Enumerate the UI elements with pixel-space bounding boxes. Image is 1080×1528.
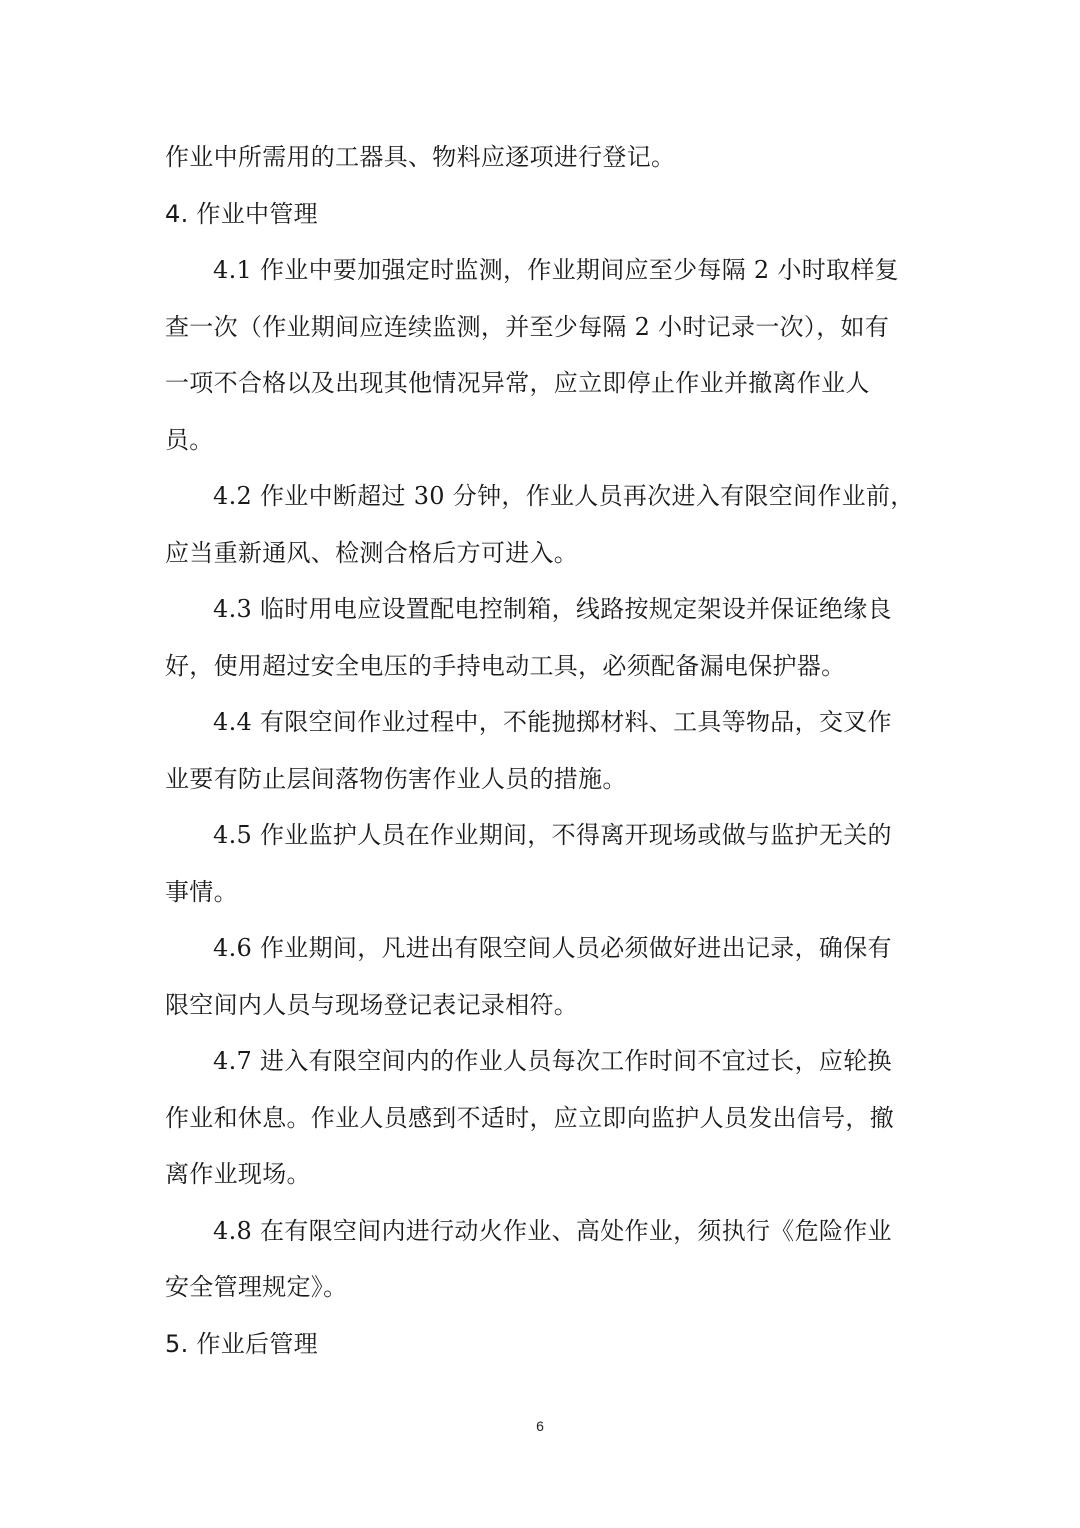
section-heading: 4. 作业中管理 xyxy=(165,199,318,228)
clause-line: 4.5 作业监护人员在作业期间，不得离开现场或做与监护无关的 xyxy=(213,821,892,849)
text-line: 离作业现场。 xyxy=(165,1160,311,1188)
text-line: 作业中所需用的工器具、物料应逐项进行登记。 xyxy=(165,143,676,171)
text-line: 查一次（作业期间应连续监测，并至少每隔 2 小时记录一次），如有 xyxy=(165,312,890,341)
text-line: 应当重新通风、检测合格后方可进入。 xyxy=(165,538,579,567)
section-heading: 5. 作业后管理 xyxy=(165,1329,318,1358)
text-line: 安全管理规定》。 xyxy=(165,1273,348,1301)
text-line: 员。 xyxy=(165,425,214,454)
text-line: 事情。 xyxy=(165,877,238,906)
text-line: 业要有防止层间落物伤害作业人员的措施。 xyxy=(165,764,627,793)
document-body xyxy=(165,129,917,1372)
text-line: 好，使用超过安全电压的手持电动工具，必须配备漏电保护器。 xyxy=(165,651,846,680)
text-line: 作业和休息。作业人员感到不适时，应立即向监护人员发出信号，撤 xyxy=(165,1103,894,1132)
clause-line: 4.6 作业期间，凡进出有限空间人员必须做好进出记录，确保有 xyxy=(213,934,892,962)
clause-line: 4.4 有限空间作业过程中，不能抛掷材料、工具等物品，交叉作 xyxy=(213,708,892,736)
clause-line: 4.2 作业中断超过 30 分钟，作业人员再次进入有限空间作业前， xyxy=(213,482,915,510)
clause-line: 4.1 作业中要加强定时监测，作业期间应至少每隔 2 小时取样复 xyxy=(213,256,899,284)
clause-line: 4.7 进入有限空间内的作业人员每次工作时间不宜过长，应轮换 xyxy=(213,1047,892,1075)
page-number: 6 xyxy=(536,1418,544,1434)
clause-line: 4.3 临时用电应设置配电控制箱，线路按规定架设并保证绝缘良 xyxy=(213,595,892,623)
text-line: 限空间内人员与现场登记表记录相符。 xyxy=(165,990,579,1019)
text-line: 一项不合格以及出现其他情况异常，应立即停止作业并撤离作业人 xyxy=(165,369,870,397)
clause-line: 4.8 在有限空间内进行动火作业、高处作业，须执行《危险作业 xyxy=(213,1216,892,1245)
